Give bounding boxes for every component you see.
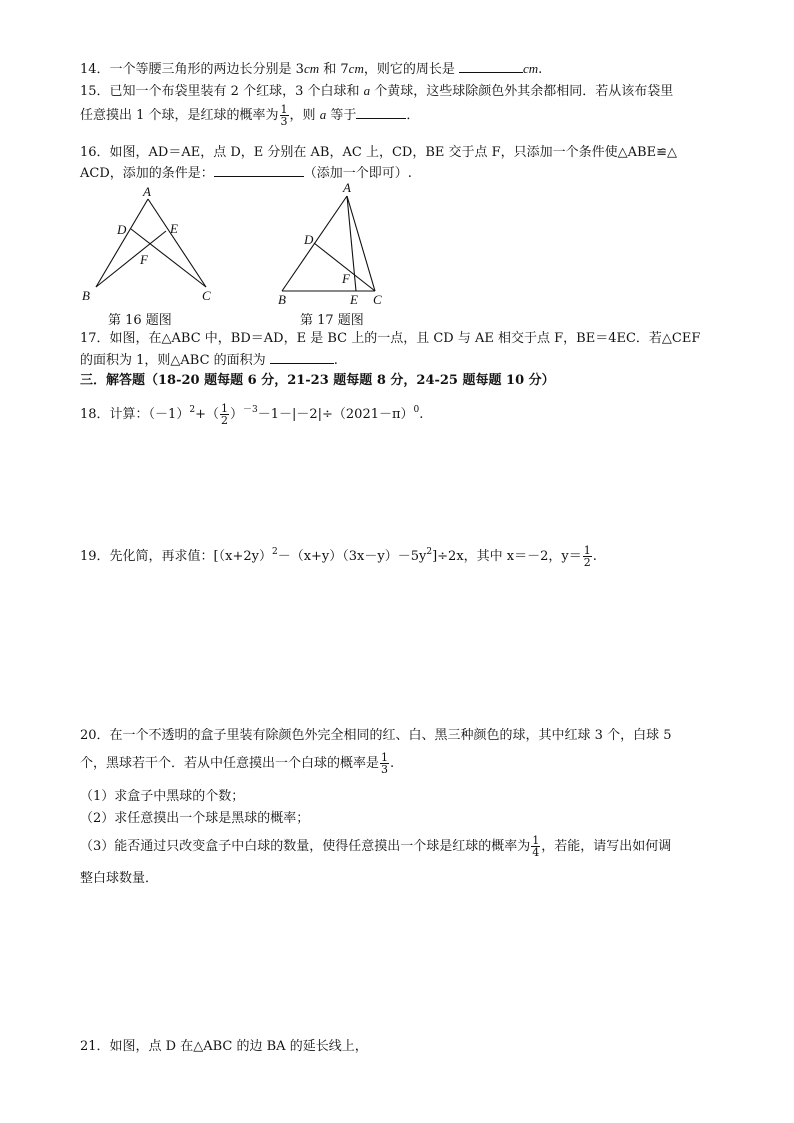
label-c: C: [373, 292, 382, 307]
question-16-line-1: 16．如图，AD＝AE，点 D，E 分别在 AB，AC 上，CD，BE 交于点 F，只添加一个条件使△ABE≌△: [80, 145, 677, 160]
question-20-line-1: 20．在一个不透明的盒子里装有除颜色外完全相同的红、白、黑三种颜色的球，其中红球 3 个，白球 5: [80, 728, 672, 743]
question-20-line-2: 个，黑球若干个．若从中任意摸出一个白球的概率是 $\frac{1}{3}$ .: [80, 751, 395, 776]
question-20-sub-3-cont: 整白球数量．: [80, 871, 159, 886]
label-d: D: [117, 222, 127, 237]
label-b: B: [82, 288, 90, 303]
label-e: E: [170, 221, 178, 236]
answer-blank[interactable]: [270, 351, 334, 364]
fraction: $\frac{1}{2}$: [220, 402, 228, 427]
figure-16-caption: 第 16 题图: [108, 313, 172, 328]
label-f: F: [342, 271, 350, 286]
label-b: B: [278, 292, 286, 307]
figure-17-caption: 第 17 题图: [300, 313, 364, 328]
answer-blank[interactable]: [214, 164, 304, 177]
question-15-line-1: 15．已知一个布袋里装有 2 个红球，3 个白球和 a 个黄球，这些球除颜色外其余都相同．若从该布袋里: [80, 83, 674, 99]
fraction: $\frac{1}{3}$: [381, 751, 389, 776]
question-20-sub-3: （3）能否通过只改变盒子中白球的数量，使得任意摸出一个球是红球的概率为 $\frac{1}{4}$ ，若能，请写出如何调: [80, 834, 672, 859]
segment-be: [96, 231, 166, 287]
label-e: E: [350, 292, 358, 307]
answer-blank[interactable]: [459, 60, 523, 73]
question-19: 19．先化简，再求值：$[(x+2y)^2-(x+y)(3x-y)-5y^2]\div 2x$，其中 x＝－2，y＝ $\frac{1}{2}$ .: [80, 544, 597, 569]
segment-ac: [148, 199, 206, 287]
question-15-line-2: 任意摸出 1 个球，是红球的概率为 $\frac{1}{3}$ ，则 a 等于 ．: [80, 103, 420, 128]
question-20-sub-1: （1）求盒子中黑球的个数；: [80, 789, 245, 804]
label-f: F: [140, 252, 148, 267]
answer-blank[interactable]: [356, 106, 406, 119]
question-21: 21．如图，点 D 在△ABC 的边 BA 的延长线上，: [80, 1039, 368, 1054]
figure-16: [78, 182, 238, 310]
label-a: A: [343, 180, 351, 195]
label-d: D: [304, 232, 314, 247]
section-heading: 三．解答题（18-20 题每题 6 分，21-23 题每题 8 分，24-25 题每题 10 分）: [80, 373, 555, 388]
segment-ab: [96, 199, 148, 287]
question-17-line-2: 的面积为 1，则△ABC 的面积为 .: [80, 353, 338, 368]
label-a: A: [143, 184, 151, 199]
question-20-sub-2: （2）求任意摸出一个球是黑球的概率；: [80, 811, 310, 826]
question-18: 18．计算：$(-1)^2+$（ $\frac{1}{2}$ ）$^{-3}-1-|-2|\div(2021-\pi)^0$.: [80, 402, 424, 427]
label-c: C: [202, 288, 211, 303]
fraction: $\frac{1}{4}$: [532, 834, 540, 859]
fraction: $\frac{1}{3}$: [280, 103, 288, 128]
question-17-line-1: 17．如图，在△ABC 中，BD＝AD，E 是 BC 上的一点，且 CD 与 AE 相交于点 F，BE＝4EC．若△CEF: [80, 331, 701, 346]
question-16-line-2: ACD，添加的条件是： （添加一个即可）.: [80, 166, 412, 181]
fraction: $\frac{1}{2}$: [583, 544, 591, 569]
question-14: 14．一个等腰三角形的两边长分别是 3cm 和 7cm，则它的周长是 cm.: [80, 61, 543, 77]
figure-17: [270, 180, 395, 310]
